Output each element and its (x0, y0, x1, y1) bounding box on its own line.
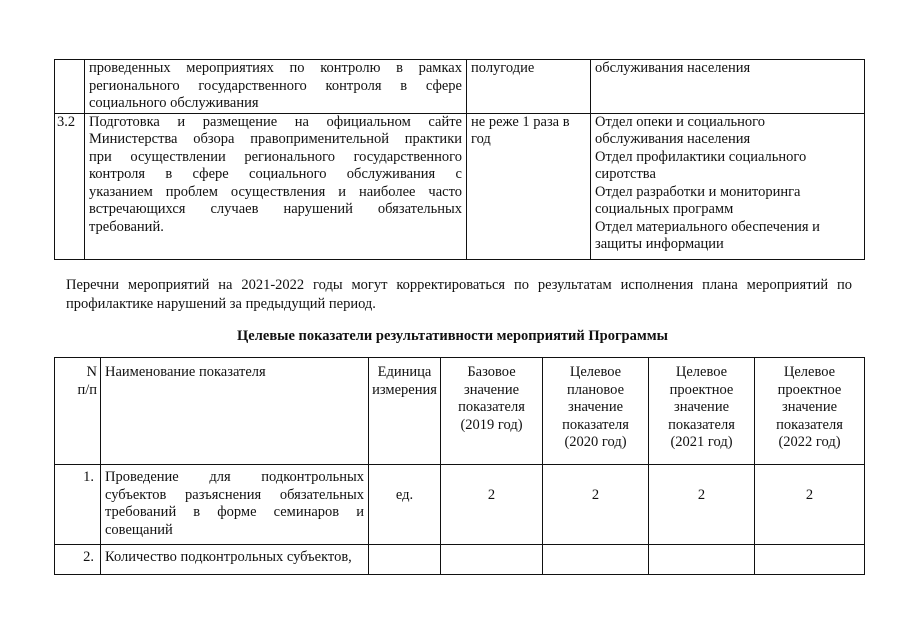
text-line: регионального государственного контроля в сфере (89, 77, 462, 94)
text-line: Министерства обзора правоприменительной практики (89, 131, 462, 147)
indicator-name (101, 545, 369, 575)
row-number (55, 60, 85, 114)
text-line: требований. (89, 218, 164, 235)
activity-description (85, 60, 467, 114)
text-line: встречающихся случаев нарушений обязательных (89, 201, 462, 217)
target-2021-value (649, 545, 755, 575)
section-heading: Целевые показатели результативности мероприятий Программы (237, 328, 668, 344)
indicator-unit: ед. (369, 465, 441, 545)
target-2021-value: 2 (649, 465, 755, 545)
text-line: год (471, 131, 491, 147)
target-2022-value: 2 (755, 465, 865, 545)
header-target-2020: Целевое плановое значение показателя (2020 год) (543, 358, 649, 465)
text-line: Подготовка и размещение на официальном сайте (89, 113, 462, 130)
row-number: 1. (55, 465, 101, 545)
activity-description (85, 113, 467, 259)
target-2022-value (755, 545, 865, 575)
header-unit: Единица измерения (369, 358, 441, 465)
text-line: требований в форме семинаров и (105, 504, 364, 520)
text-line: Количество подконтрольных субъектов, (105, 549, 352, 565)
table-row (55, 545, 865, 575)
text-line: обслуживания населения (595, 131, 751, 147)
text-line: субъектов разъяснения обязательных (105, 486, 364, 503)
row-number: 2. (55, 545, 101, 575)
activity-responsible (591, 113, 865, 259)
text-line: социального обслуживания (89, 95, 259, 111)
header-row (55, 358, 865, 465)
text-line: сиротства (595, 166, 656, 182)
text-line: указанием проблем осуществления и наиболее часто (89, 183, 462, 200)
text-line: Проведение для подконтрольных (105, 469, 364, 485)
base-value (441, 545, 543, 575)
text-line: обслуживания населения (595, 60, 751, 76)
text-line: совещаний (105, 521, 173, 538)
indicators-table (54, 357, 865, 575)
text-line: Отдел материального обеспечения и (595, 218, 820, 235)
base-value: 2 (441, 465, 543, 545)
target-2020-value (543, 545, 649, 575)
table-row (55, 113, 865, 259)
row-number: 3.2 (55, 113, 85, 259)
indicator-name (101, 465, 369, 545)
table-row (55, 465, 865, 545)
text-line: защиты информации (595, 236, 724, 252)
activity-period (467, 113, 591, 259)
activities-table (54, 59, 865, 260)
header-base: Базовое значение показателя (2019 год) (441, 358, 543, 465)
text-line: проведенных мероприятиях по контролю в рамках (89, 60, 462, 76)
target-2020-value: 2 (543, 465, 649, 545)
text-line: при осуществлении регионального государственного (89, 148, 462, 165)
activity-period: полугодие (467, 60, 591, 114)
header-num: N п/п (55, 358, 101, 465)
text-line: контроля в сфере социального обслуживания с (89, 166, 462, 182)
text-line: Отдел разработки и мониторинга (595, 183, 801, 200)
table-row (55, 60, 865, 114)
activity-responsible (591, 60, 865, 114)
header-name: Наименование показателя (101, 358, 369, 465)
header-target-2022: Целевое проектное значение показателя (2022 год) (755, 358, 865, 465)
text-line: не реже 1 раза в (471, 113, 570, 130)
text-line: Отдел опеки и социального (595, 113, 766, 130)
indicator-unit (369, 545, 441, 575)
header-target-2021: Целевое проектное значение показателя (2021 год) (649, 358, 755, 465)
text-line: социальных программ (595, 201, 734, 217)
note-paragraph: Перечни мероприятий на 2021-2022 годы могут корректироваться по результатам исполнения плана мероприятий по профилактике нарушений за предыдущий период. (66, 277, 852, 312)
text-line: Отдел профилактики социального (595, 148, 807, 165)
